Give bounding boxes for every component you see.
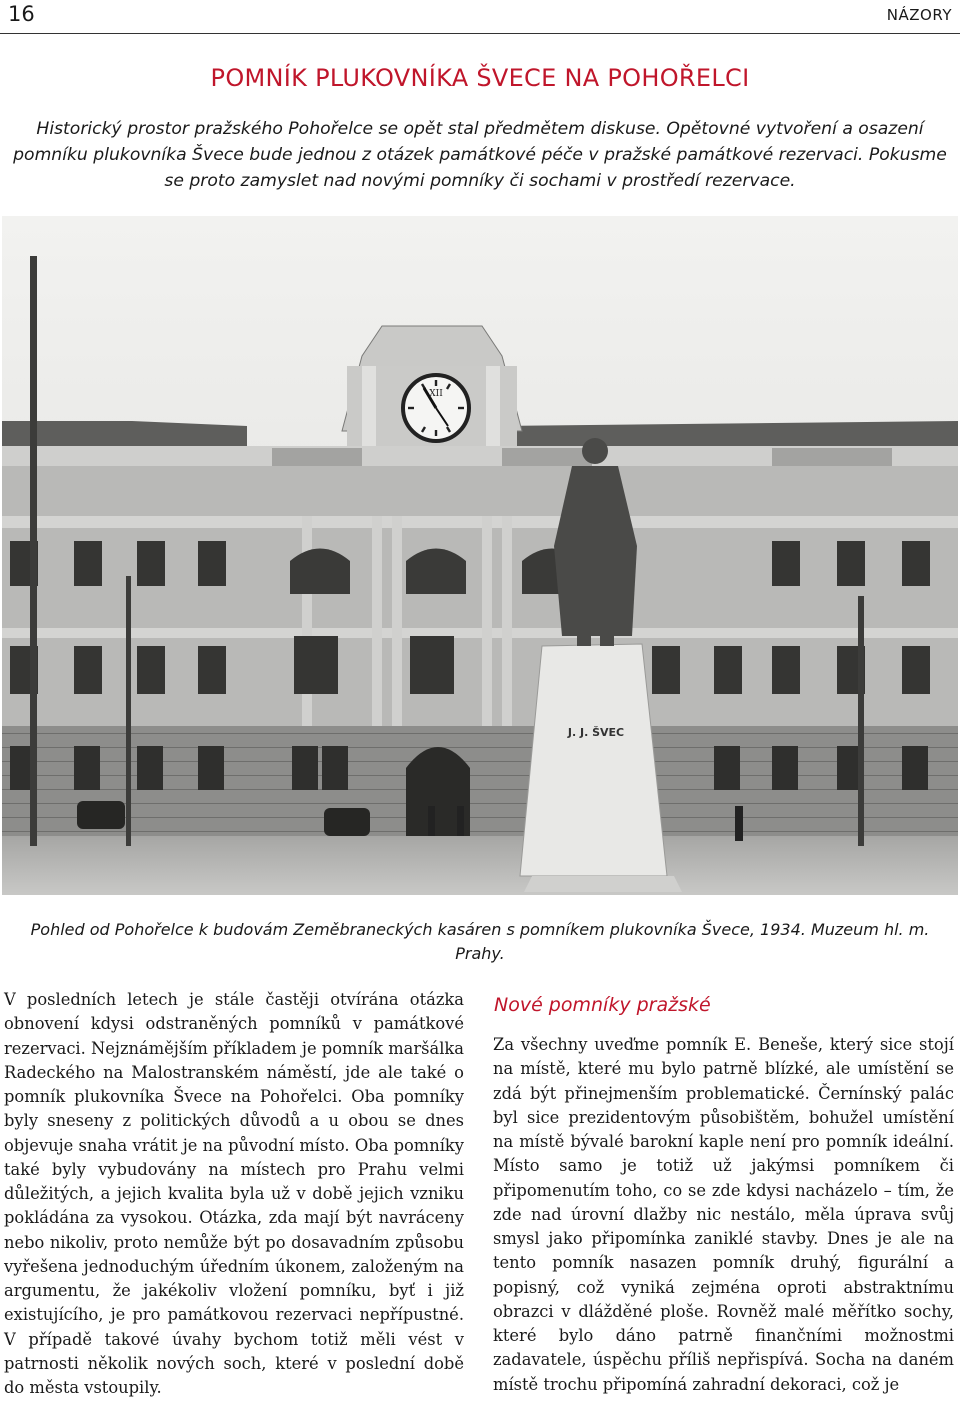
monument-pedestal	[520, 644, 667, 876]
historical-photo	[2, 216, 958, 895]
pedestal-inscription: J. J. ŠVEC	[567, 726, 625, 739]
left-column-text: V posledních letech je stále častěji otvírána otázka obnovení kdysi odstraněných pomníků v památkové rezervaci. Nejznámějším příkladem je pomník maršálka Radeckého na Malostranském náměstí, jde ale také o pomník plukovníka Švece na Pohořelci. Oba pomníky byly sneseny z politických důvodů a u obou se dnes objevuje snaha vrátit je na původní místo. Oba pomníky také byly vybudovány na místech pro Prahu velmi důležitých, a jejich kvalita byla už v době jejich vzniku pokládána za vysokou. Otázka, zda mají být navráceny nebo nikoliv, proto nemůže být po dosavadním způsobu vyřešena jednoduchým úředním úkonem, založeným na argumentu, že jakékoliv vložení pomníku, byť i již existujícího, je pro památkovou rezervaci nepřípustné. V případě takové úvahy bychom totiž měli vést v patrnosti několik nových soch, které v poslední době do města vstoupily.	[4, 990, 464, 1397]
photo-roof	[2, 421, 247, 446]
page-number: 16	[8, 2, 35, 26]
right-column-text: Za všechny uveďme pomník E. Beneše, který sice stojí na místě, které mu bylo patrně blízké, ale umístění se zdá být přinejmenším problematické. Černínský palác byl sice prezidentovým působištěm, bohužel umístění na místě bývalé barokní kaple není pro pomník ideální. Místo samo je totiž už jakýmsi pomníkem či připomenutím toho, co se zde kdysi nacházelo – tím, že zde nad úrovní dlažby nic nestálo, měla úprava svůj smysl jako připomínka zaniklé stavby. Dnes je ale na tento pomník nasazen pomník druhý, figurální a popisný, což vyniká zejména oproti abstraktnímu obrazci v dlážděné ploše. Rovněž malé měřítko sochy, které bylo dáno patrně finančními možnostmi zadavatele, úspěchu příliš nepřispívá. Socha na daném místě trochu připomíná zahradní dekoraci, což je	[493, 1035, 954, 1394]
clock-numeral: XII	[429, 389, 443, 399]
right-subheading: Nové pomníky pražské	[494, 994, 711, 1016]
street	[2, 836, 958, 895]
article-lead: Historický prostor pražského Pohořelce se opět stal předmětem diskuse. Opětovné vytvoření a osazení pomníku plukovníka Švece bude jednou z otázek památkové péče v pražské památkové rezervaci. Pokusme se proto zamyslet nad novými pomníky či sochami v prostředí rezervace.	[13, 119, 947, 191]
article-title: POMNÍK PLUKOVNÍKA ŠVECE NA POHOŘELCI	[210, 64, 750, 92]
section-label: NÁZORY	[886, 6, 952, 24]
left-column	[4, 988, 464, 1400]
photo-caption: Pohled od Pohořelce k budovám Zeměbraneckých kasáren s pomníkem plukovníka Švece, 1934. Muzeum hl. m. Prahy.	[30, 920, 930, 963]
right-column	[493, 1033, 954, 1397]
header-rule	[0, 33, 960, 34]
